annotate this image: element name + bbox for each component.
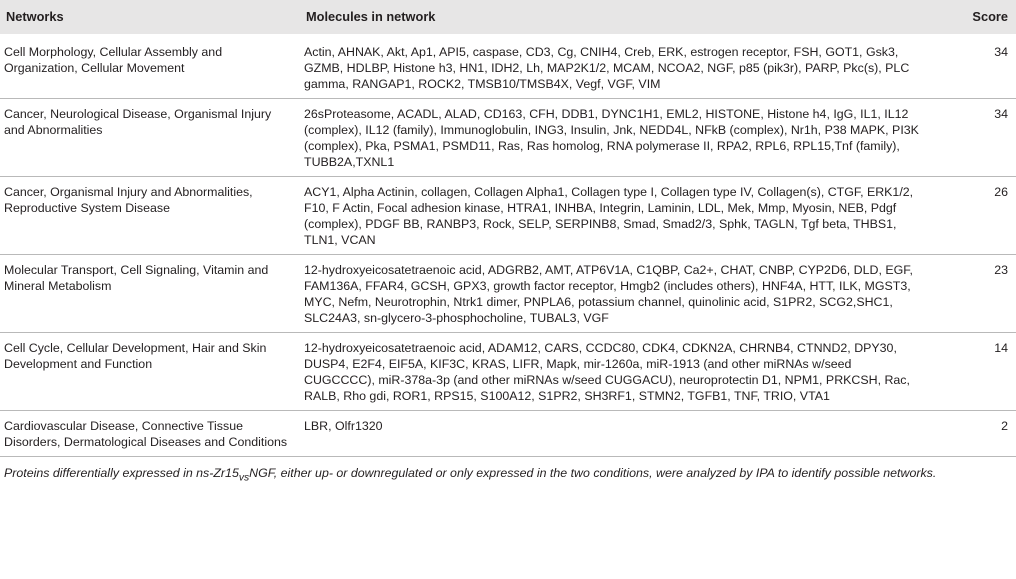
molecules-cell: LBR, Olfr1320 xyxy=(300,411,930,457)
network-cell: Cell Cycle, Cellular Development, Hair and Skin Development and Function xyxy=(0,333,300,411)
table-row xyxy=(0,255,1016,333)
header-score: Score xyxy=(930,0,1016,34)
molecules-cell: 26sProteasome, ACADL, ALAD, CD163, CFH, DDB1, DYNC1H1, EML2, HISTONE, Histone h4, IgG, IL1, IL12 (complex), IL12 (family), Immunoglobulin, ING3, Insulin, Jnk, NEDD4L, NFkB (complex), Nr1h, P38 MAPK, PI3K (complex), Pka, PSMA1, PSMD11, Ras, Ras homolog, RNA polymerase II, RPA2, RPL6, RPL15,Tnf (family), TUBB2A,TXNL1 xyxy=(300,99,930,177)
header-molecules: Molecules in network xyxy=(300,0,930,34)
network-cell: Molecular Transport, Cell Signaling, Vitamin and Mineral Metabolism xyxy=(0,255,300,333)
table-row xyxy=(0,177,1016,255)
score-cell: 2 xyxy=(930,411,1016,457)
molecules-cell: Actin, AHNAK, Akt, Ap1, API5, caspase, CD3, Cg, CNIH4, Creb, ERK, estrogen receptor, FSH, GOT1, Gsk3, GZMB, HDLBP, Histone h3, HN1, IDH2, Lh, MAP2K1/2, MCAM, NCOA2, NGF, p85 (pik3r), PARP, Pkc(s), PLC gamma, RANGAP1, ROCK2, TMSB10/TMSB4X, Vegf, VGF, VIM xyxy=(300,34,930,99)
network-cell: Cancer, Neurological Disease, Organismal Injury and Abnormalities xyxy=(0,99,300,177)
network-cell: Cancer, Organismal Injury and Abnormalities, Reproductive System Disease xyxy=(0,177,300,255)
molecules-cell: 12-hydroxyeicosatetraenoic acid, ADGRB2, AMT, ATP6V1A, C1QBP, Ca2+, CHAT, CNBP, CYP2D6, DLD, EGF, FAM136A, FFAR4, GCSH, GPX3, growth factor receptor, Hmgb2 (includes others), HNF4A, HTT, ILK, MGST3, MYC, Nefm, Neurotrophin, Ntrk1 dimer, PNPLA6, potassium channel, quinolinic acid, S1PR2, SCG2,SHC1, SLC24A3, sn-glycero-3-phosphocholine, TUBAL3, VGF xyxy=(300,255,930,333)
table-row xyxy=(0,333,1016,411)
molecules-cell: 12-hydroxyeicosatetraenoic acid, ADAM12, CARS, CCDC80, CDK4, CDKN2A, CHRNB4, CTNND2, DPY30, DUSP4, E2F4, EIF5A, KIF3C, KRAS, LIFR, Mapk, mir-1260a, miR-1913 (and other miRNAs w/seed CUGCCCC), miR-378a-3p (and other miRNAs w/seed CUGGACU), neuroprotectin D1, NPM1, PRKCSH, Rac, RALB, Rho gdi, ROR1, RPS15, S100A12, S1PR2, SH3RF1, STMN2, TGFB1, TNF, TRIO, VTA1 xyxy=(300,333,930,411)
table-row xyxy=(0,34,1016,99)
table-header-row xyxy=(0,0,1016,34)
header-networks: Networks xyxy=(0,0,300,34)
score-cell: 14 xyxy=(930,333,1016,411)
network-cell: Cardiovascular Disease, Connective Tissue Disorders, Dermatological Diseases and Conditions xyxy=(0,411,300,457)
footnote-text-after: NGF, either up- or downregulated or only expressed in the two conditions, were analyzed by IPA to identify possible networks. xyxy=(249,466,937,480)
molecules-cell: ACY1, Alpha Actinin, collagen, Collagen Alpha1, Collagen type I, Collagen type IV, Collagen(s), CTGF, ERK1/2, F10, F Actin, Focal adhesion kinase, HTRA1, INHBA, Integrin, Laminin, LDL, Mek, Mmp, Myosin, NEB, Pdgf (complex), PDGF BB, RANBP3, Rock, SELP, SERPINB8, Smad, Smad2/3, Sphk, TAGLN, Tgf beta, THBS1, TLN1, VCAN xyxy=(300,177,930,255)
footnote-text-before: Proteins differentially expressed in ns-Zr15 xyxy=(4,466,239,480)
score-cell: 26 xyxy=(930,177,1016,255)
table-row xyxy=(0,411,1016,457)
table-footnote xyxy=(0,457,1016,486)
table-row xyxy=(0,99,1016,177)
network-cell: Cell Morphology, Cellular Assembly and Organization, Cellular Movement xyxy=(0,34,300,99)
footnote-subscript: vs xyxy=(238,472,250,484)
score-cell: 34 xyxy=(930,99,1016,177)
score-cell: 34 xyxy=(930,34,1016,99)
score-cell: 23 xyxy=(930,255,1016,333)
